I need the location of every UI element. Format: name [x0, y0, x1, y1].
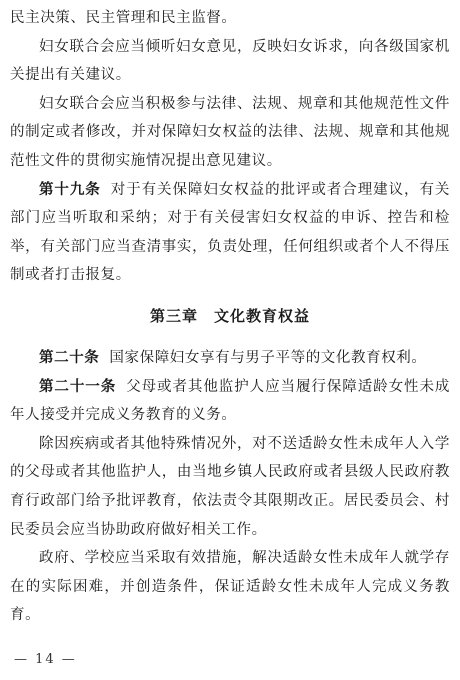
document-page — [10, 4, 450, 630]
chapter-title: 文化教育权益 — [214, 306, 311, 325]
paragraph-government-measures: 政府、学校应当采取有效措施，解决适龄女性未成年人就学存在的实际困难，并创造条件，保证适龄女性未成年人完成义务教育。 — [10, 550, 450, 624]
article-21-number: 第二十一条 — [39, 378, 117, 395]
article-21-text: 父母或者其他监护人应当履行保障适龄女性未成年人接受并完成义务教育的义务。 — [10, 378, 450, 424]
paragraph-womens-federation-opinions: 妇女联合会应当倾听妇女意见，反映妇女诉求，向各级国家机关提出有关建议。 — [10, 38, 450, 84]
chapter-heading — [10, 302, 450, 330]
chapter-number: 第三章 — [149, 306, 198, 325]
page-number: — 14 — — [14, 652, 77, 667]
article-20 — [10, 344, 450, 373]
article-20-number: 第二十条 — [39, 349, 100, 366]
paragraph-continuation: 民主决策、民主管理和民主监督。 — [10, 10, 237, 26]
article-19-text: 对于有关保障妇女权益的批评或者合理建议，有关部门应当听取和采纳；对于有关侵害妇女权益的申诉、控告和检举，有关部门应当查清事实，负责处理，任何组织或者个人不得压制或者打击报复。 — [10, 181, 450, 284]
article-20-text: 国家保障妇女享有与男子平等的文化教育权利。 — [109, 349, 427, 366]
paragraph-womens-federation-legislation: 妇女联合会应当积极参与法律、法规、规章和其他规范性文件的制定或者修改，并对保障妇女权益的法律、法规、规章和其他规范性文件的贯彻实施情况提出意见建议。 — [10, 95, 450, 169]
article-21 — [10, 373, 450, 430]
article-19-number: 第十九条 — [39, 181, 101, 198]
paragraph-enrollment-enforcement: 除因疾病或者其他特殊情况外，对不送适龄女性未成年人入学的父母或者其他监护人，由当地乡镇人民政府或者县级人民政府教育行政部门给予批评教育，依法责令其限期改正。居民委员会、村民委员会应当协助政府做好相关工作。 — [10, 435, 450, 538]
article-19 — [10, 176, 450, 290]
